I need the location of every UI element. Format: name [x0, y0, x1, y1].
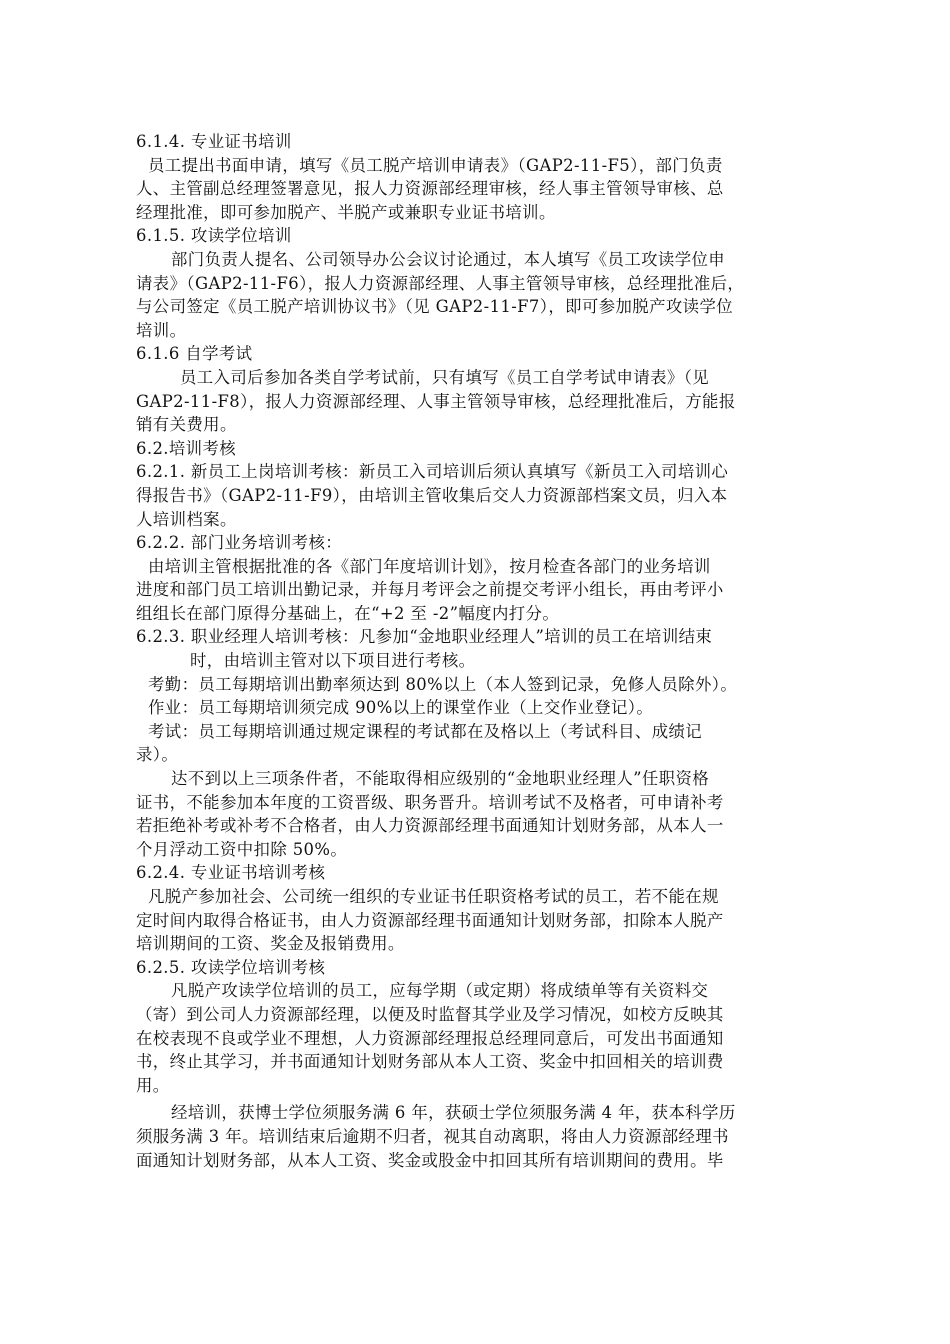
- paragraph-line: 人培训档案。: [136, 509, 237, 529]
- paragraph-line: 与公司签定《员工脱产培训协议书》（见 GAP2-11-F7），即可参加脱产攻读学位: [136, 297, 734, 317]
- paragraph-line: 书，终止其学习，并书面通知计划财务部从本人工资、奖金中扣回相关的培训费: [136, 1052, 724, 1072]
- paragraph-line: 若拒绝补考或补考不合格者，由人力资源部经理书面通知计划财务部，从本人一: [136, 816, 724, 836]
- paragraph-line: 经培训，获博士学位须服务满 6 年，获硕士学位须服务满 4 年，获本科学历: [171, 1103, 736, 1123]
- paragraph-line: 进度和部门员工培训出勤记录，并每月考评会之前提交考评小组长，再由考评小: [136, 580, 724, 600]
- paragraph-line: 用。: [136, 1075, 170, 1095]
- paragraph-line: 由培训主管根据批准的各《部门年度培训计划》，按月检查各部门的业务培训: [148, 556, 711, 576]
- section-heading-6-1-6: 6.1.6 自学考试: [136, 344, 253, 364]
- paragraph-line: 人、主管副总经理签署意见，报人力资源部经理审核，经人事主管领导审核、总: [136, 179, 724, 199]
- paragraph-line: 达不到以上三项条件者，不能取得相应级别的“金地职业经理人”任职资格: [171, 769, 710, 789]
- list-item: 作业：员工每期培训须完成 90%以上的课堂作业（上交作业登记）。: [148, 698, 654, 718]
- paragraph-line: 证书，不能参加本年度的工资晋级、职务晋升。培训考试不及格者，可申请补考: [136, 792, 724, 812]
- paragraph-line: 部门负责人提名、公司领导办公会议讨论通过，本人填写《员工攻读学位申: [171, 249, 726, 269]
- paragraph-line: 培训。: [136, 320, 187, 340]
- paragraph-line: 员工入司后参加各类自学考试前，只有填写《员工自学考试申请表》（见: [180, 367, 710, 387]
- paragraph-line: 培训期间的工资、奖金及报销费用。: [136, 934, 405, 954]
- paragraph-line: 得报告书》（GAP2-11-F9），由培训主管收集后交人力资源部档案文员，归入本: [136, 485, 728, 505]
- paragraph-line: 凡脱产攻读学位培训的员工，应每学期（或定期）将成绩单等有关资料交: [171, 981, 709, 1001]
- section-heading-6-1-4: 6.1.4. 专业证书培训: [136, 132, 292, 151]
- paragraph-line: 须服务满 3 年。培训结束后逾期不归者，视其自动离职，将由人力资源部经理书: [136, 1126, 729, 1146]
- paragraph-line: 经理批准，即可参加脱产、半脱产或兼职专业证书培训。: [136, 202, 556, 222]
- section-heading-6-2: 6.2.培训考核: [136, 438, 237, 458]
- section-heading-6-2-2: 6.2.2. 部门业务培训考核：: [136, 533, 343, 553]
- paragraph-line: （寄）到公司人力资源部经理，以便及时监督其学业及学习情况，如校方反映其: [136, 1004, 724, 1024]
- paragraph-line: 员工提出书面申请，填写《员工脱产培训申请表》（GAP2-11-F5），部门负责: [148, 155, 723, 175]
- document-body: [136, 130, 816, 1172]
- paragraph-line: 定时间内取得合格证书，由人力资源部经理书面通知计划财务部，扣除本人脱产: [136, 910, 724, 930]
- paragraph-line: 组组长在部门原得分基础上，在“+2 至 -2”幅度内打分。: [136, 603, 560, 623]
- paragraph-line: 时，由培训主管对以下项目进行考核。: [190, 651, 476, 671]
- paragraph-line: 凡脱产参加社会、公司统一组织的专业证书任职资格考试的员工，若不能在规: [148, 887, 719, 906]
- paragraph-line: 销有关费用。: [136, 415, 237, 435]
- paragraph-line: 请表》（GAP2-11-F6），报人力资源部经理、人事主管领导审核，总经理批准后，: [136, 273, 745, 293]
- paragraph-line: 在校表现不良或学业不理想，人力资源部经理报总经理同意后，可发出书面通知: [136, 1028, 724, 1048]
- section-heading-6-2-4: 6.2.4. 专业证书培训考核: [136, 863, 326, 883]
- paragraph-line: GAP2-11-F8），报人力资源部经理、人事主管领导审核，总经理批准后，方能报: [136, 391, 736, 411]
- section-heading-6-2-5: 6.2.5. 攻读学位培训考核: [136, 957, 326, 977]
- paragraph-line: 6.2.3. 职业经理人培训考核：凡参加“金地职业经理人”培训的员工在培训结束: [136, 627, 713, 647]
- paragraph-line: 6.2.1. 新员工上岗培训考核：新员工入司培训后须认真填写《新员工入司培训心: [136, 462, 729, 482]
- paragraph-line: 面通知计划财务部，从本人工资、奖金或股金中扣回其所有培训期间的费用。毕: [136, 1150, 724, 1170]
- section-heading-6-1-5: 6.1.5. 攻读学位培训: [136, 226, 292, 246]
- paragraph-line: 录）。: [136, 745, 179, 765]
- list-item: 考试：员工每期培训通过规定课程的考试都在及格以上（考试科目、成绩记: [148, 721, 703, 741]
- paragraph-line: 个月浮动工资中扣除 50%。: [136, 839, 348, 859]
- list-item: 考勤：员工每期培训出勤率须达到 80%以上（本人签到记录，免修人员除外）。: [148, 674, 738, 694]
